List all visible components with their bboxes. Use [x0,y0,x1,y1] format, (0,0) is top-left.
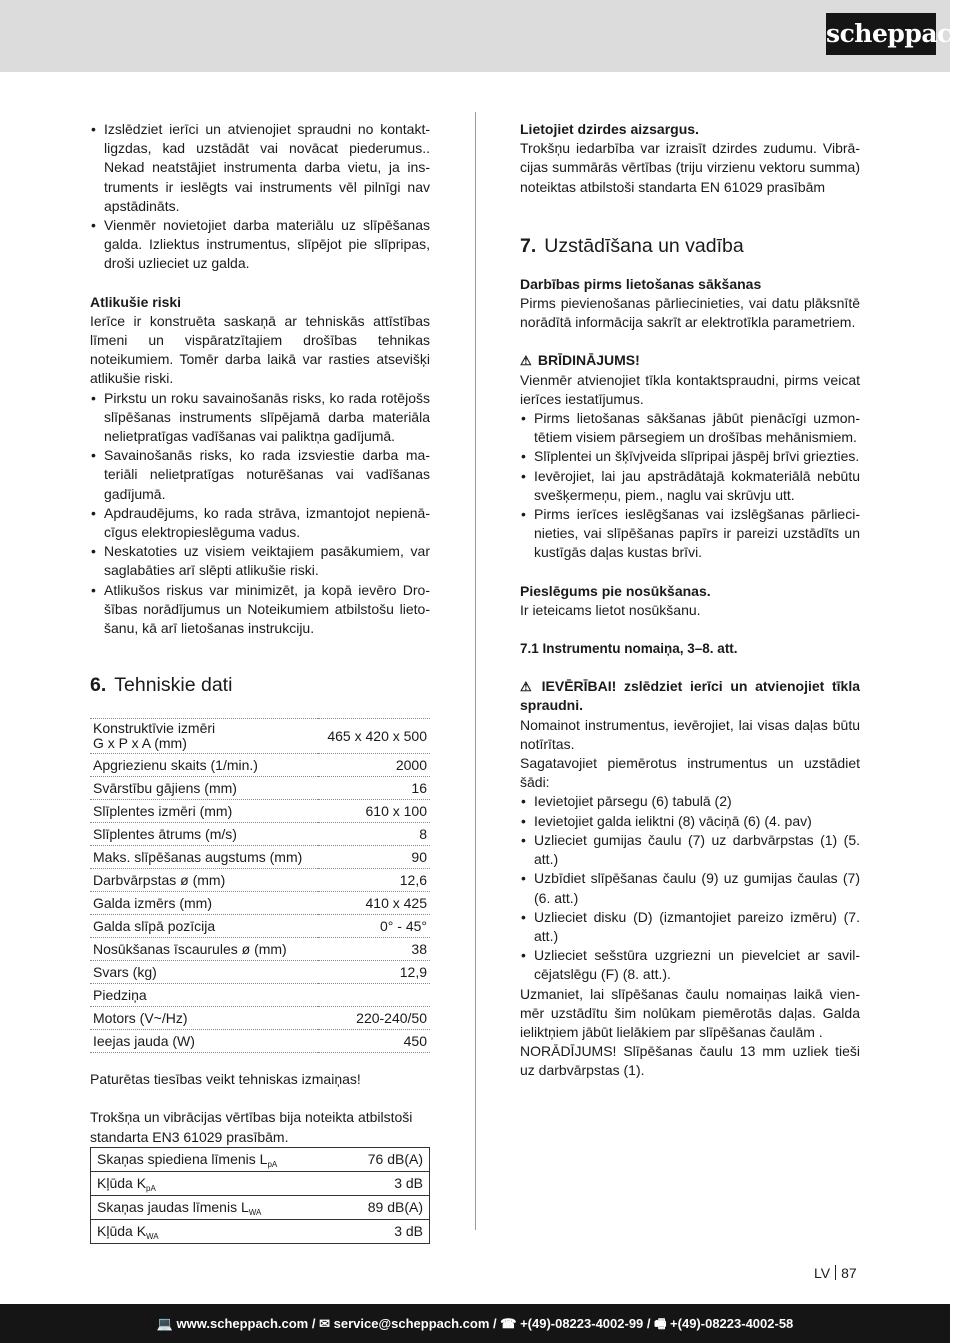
spec-value: 465 x 420 x 500 [318,719,430,754]
warning-text: Vienmēr atvienojiet tīkla kontaktspraudni, pirms veicat ierīces iestatījumus. [520,371,860,407]
phone-number: +(49)-08223-4002-99 [520,1316,644,1331]
risks-list [90,389,430,639]
section-7-heading: 7. Uzstādīšana un vadība [520,234,744,257]
dust-text: Ir ieteicams lietot nosūkšanu. [520,601,701,618]
list-item: • Savainošanās risks, ko rada izsviestie darba materiāli nelietpratīgas noturēšanas vai vadīšanas gadījumā. [90,446,430,504]
table-row [91,1219,430,1243]
warning-icon: ⚠ [520,353,532,369]
page-lang: LV [814,1265,831,1281]
table-row [91,1147,430,1171]
spec-value: 90 [318,846,430,869]
list-item: • Pirms ierīces ieslēgšanas vai izslēgšanas pārliecinieties, vai slīpēšanas papīrs ir pareizi uzstādīts un kustīgās daļas kustas brīvi. [520,505,860,563]
replace-text-1: Nomainot instrumentus, ievērojiet, lai visas daļas būtu notīrītas. [520,716,860,752]
closing-text: Uzmaniet, lai slīpēšanas čaulu nomaiņas laikā vienmēr uzstādītu šim nolūkam piemērotās daļas. Galda ieliktņiem jābūt lielākiem par slīpēšanas čaulām . [520,985,860,1040]
spec-value: 16 [318,777,430,800]
rights-note: Paturētas tiesības veikt tehniskas izmaiņas! [90,1071,361,1088]
safety-list [90,120,430,274]
note-text: NORĀDĪJUMS! Slīpēšanas čaulu 13 mm uzliek tieši uz darbvārpstas (1). [520,1043,860,1079]
table-row [90,754,430,777]
spec-label: Galda slīpā pozīcija [90,915,318,938]
spec-value: 2000 [318,754,430,777]
spec-label: Motors (V~/Hz) [90,1007,318,1030]
left-column [90,120,430,1244]
list-item: • Ievietojiet pārsegu (6) tabulā (2) [520,792,860,811]
column-divider [475,112,476,1230]
noise-label: Skaņas jaudas līmenis $L_{WA}$ [91,1195,342,1219]
replace-list [520,792,860,984]
table-row [90,892,430,915]
caution-icon: ⚠ [520,679,532,695]
spec-label: Darbvārpstas ø (mm) [90,869,318,892]
hearing-text: Trokšņu iedarbība var izraisīt dzirdes zudumu. Vibrācijas summārās vērtības (triju virzienu vektoru summa) noteiktas atbilstoši standarta EN 61029 prasībām [520,140,860,195]
spec-label: Konstruktīvie izmēri G x P x A (mm) [90,719,318,754]
table-row [90,961,430,984]
table-row [90,777,430,800]
spec-label: Apgriezienu skaits (1/min.) [90,754,318,777]
list-item: • Uzbīdiet slīpēšanas čaulu (9) uz gumijas čaulas (7) (6. att.) [520,869,860,907]
table-row [91,1195,430,1219]
risks-heading: Atlikušie riski [90,293,182,310]
phone-icon: ☎ [500,1316,517,1331]
mail-icon: ✉ [319,1316,330,1331]
spec-label: Nosūkšanas īscaurules ø (mm) [90,938,318,961]
spec-label: Svārstību gājiens (mm) [90,777,318,800]
risks-intro: Ierīce ir konstruēta saskaņā ar tehniskās attīstības līmeni un vispāratzītajiem drošības tehnikas noteikumiem. Tomēr darba laikā var rasties atsevišķi atlikušie riski. [90,312,430,387]
table-row [90,1007,430,1030]
list-item: • Ievērojiet, lai jau apstrādātajā kokmateriālā nebūtu svešķermeņu, piem., naglu vai skrūvju utt. [520,467,860,505]
before-use-heading: Darbības pirms lietošanas sākšanas [520,275,762,292]
scheppach-logo: scheppach [826,13,936,55]
spec-value: 12,6 [318,869,430,892]
warning-list [520,409,860,563]
subsection-7-1-heading: 7.1 Instrumentu nomaiņa, 3–8. att. [520,641,738,657]
list-item: • Uzlieciet sešstūra uzgriezni un pievelciet ar savilcējatslēgu (F) (8. att.). [520,946,860,984]
list-item: • Pirms lietošanas sākšanas jābūt pienācīgi uzmontētiem visiem pārsegiem un drošības mehānismiem. [520,409,860,447]
dust-heading: Pieslēgums pie nosūkšanas. [520,582,711,599]
table-row [90,915,430,938]
spec-label: Slīplentes ātrums (m/s) [90,823,318,846]
spec-value: 450 [318,1030,430,1053]
before-use-text: Pirms pievienošanas pārliecinieties, vai datu plāksnītē norādītā informācija sakrīt ar elektrotīkla parametriem. [520,295,860,331]
noise-table [90,1147,430,1244]
right-column [520,120,860,1081]
website-link[interactable]: www.scheppach.com [176,1316,309,1331]
page-number [814,1265,857,1281]
spec-value [318,984,430,1007]
spec-label: Ieejas jauda (W) [90,1030,318,1053]
spec-value: 12,9 [318,961,430,984]
tech-data-table [90,718,430,1053]
spec-label: Slīplentes izmēri (mm) [90,800,318,823]
table-row [90,938,430,961]
footer-bar: 💻 www.scheppach.com / ✉ service@scheppach.com / ☎ +(49)-08223-4002-99 / 🖷 +(49)-08223-4002-58 [0,1304,950,1343]
noise-value: 3 dB [341,1219,429,1243]
table-row [90,719,430,754]
hearing-heading: Lietojiet dzirdes aizsargus. [520,121,699,137]
list-item: • Izslēdziet ierīci un atvienojiet spraudni no kontaktligzdas, kad uzstādāt vai novācat piederumus.. Nekad neatstājiet instrumenta darba vietu, ja instruments ir ieslēgts vai instruments vēl pilnīgi nav apstādināts. [90,120,430,216]
spec-label: Piedziņa [90,984,318,1007]
section-6-heading: 6. Tehniskie dati [90,674,233,697]
list-item: • Pirkstu un roku savainošanās risks, ko rada rotējošs slīpēšanas instruments slīpējamā darba materiāla nelietpratīgas vadīšanas vai paliktņa gadījumā. [90,389,430,447]
list-item: • Ievietojiet galda ieliktni (8) vāciņā (6) (4. pav) [520,812,860,831]
table-row [90,984,430,1007]
list-item: • Uzlieciet gumijas čaulu (7) uz darbvārpstas (1) (5. att.) [520,831,860,869]
list-item: • Neskatoties uz visiem veiktajiem pasākumiem, var saglabāties arī slēpti atlikušie riski. [90,542,430,580]
list-item: • Apdraudējums, ko rada strāva, izmantojot nepienācīgus elektropieslēguma vadus. [90,504,430,542]
table-row [91,1171,430,1195]
spec-label: Maks. slīpēšanas augstums (mm) [90,846,318,869]
replace-text-2: Sagatavojiet piemērotus instrumentus un uzstādiet šādi: [520,755,860,791]
fax-icon: 🖷 [654,1316,667,1331]
list-item: • Slīplentei un šķīvjveida slīpripai jāspēj brīvi griezties. [520,447,860,466]
spec-label: Svars (kg) [90,961,318,984]
list-item: • Vienmēr novietojiet darba materiālu uz slīpēšanas galda. Izliektus instrumentus, slīpējot pie slīpripas, droši uzlieciet uz galda. [90,216,430,274]
noise-value: 89 dB(A) [341,1195,429,1219]
computer-icon: 💻 [156,1316,173,1331]
table-row [90,846,430,869]
noise-value: 3 dB [341,1171,429,1195]
noise-value: 76 dB(A) [341,1147,429,1171]
table-row [90,823,430,846]
spec-label: Galda izmērs (mm) [90,892,318,915]
spec-value: 38 [318,938,430,961]
fax-number: +(49)-08223-4002-58 [670,1316,794,1331]
warning-heading: ⚠ BRĪDINĀJUMS! [520,351,860,370]
list-item: • Atlikušos riskus var minimizēt, ja kopā ievēro Drošības norādījumus un Noteikumiem atbilstošu lietošanu, kā arī lietošanas instrukciju. [90,581,430,639]
spec-value: 8 [318,823,430,846]
table-row [90,800,430,823]
noise-note: Trokšņa un vibrācijas vērtības bija noteikta atbilstoši standarta EN3 61029 prasībām. [90,1109,413,1145]
noise-label: Kļūda $K_{pA}$ [91,1171,342,1195]
caution-heading: ⚠ IEVĒRĪBAI! zslēdziet ierīci un atvienojiet tīkla spraudni. [520,678,860,714]
noise-label: Kļūda $K_{WA}$ [91,1219,342,1243]
spec-value: 410 x 425 [318,892,430,915]
table-row [90,1030,430,1053]
spec-value: 610 x 100 [318,800,430,823]
spec-value: 220-240/50 [318,1007,430,1030]
header-bar [0,0,969,72]
noise-label: Skaņas spiediena līmenis $L_{pA}$ [91,1147,342,1171]
page-num: 87 [841,1265,857,1281]
email-link[interactable]: service@scheppach.com [333,1316,490,1331]
list-item: • Uzlieciet disku (D) (izmantojiet pareizo izmēru) (7. att.) [520,908,860,946]
table-row [90,869,430,892]
spec-value: 0° - 45° [318,915,430,938]
